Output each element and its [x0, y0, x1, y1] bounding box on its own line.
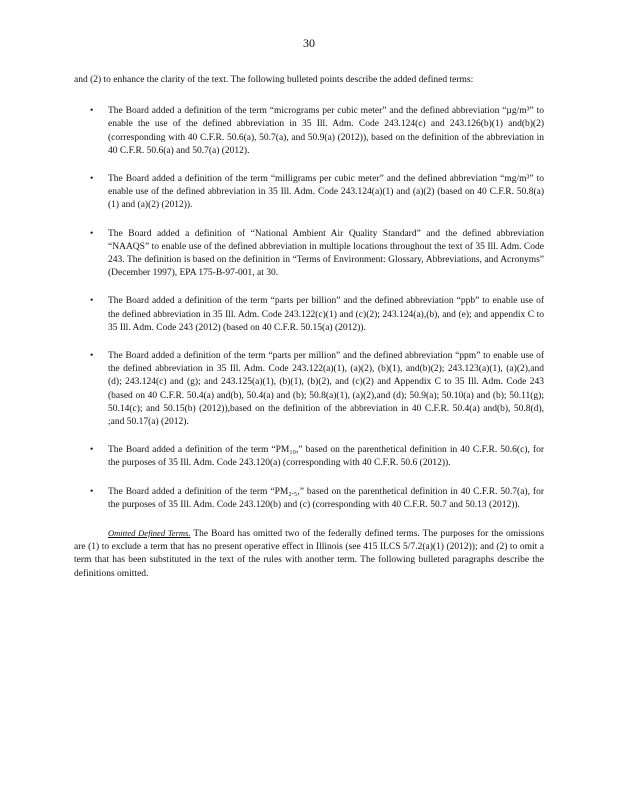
list-item: [74, 173, 544, 213]
list-item: [74, 444, 544, 470]
list-item: [74, 105, 544, 158]
omitted-terms-paragraph: [74, 527, 544, 581]
bullet-icon: •: [90, 486, 94, 497]
bullet-icon: •: [90, 228, 94, 239]
bullet-icon: •: [90, 296, 94, 307]
omitted-terms-heading: Omitted Defined Terms.: [108, 528, 191, 539]
document-body: [74, 74, 544, 581]
bullet-text: The Board added a definition of the term “PM₂.₅,” based on the parenthetical definition in 40 C.F.R. 50.7(a), for the purposes of 35 Ill. Adm. Code 243.120(b) and (c) (corresponding with 40 C.F.R. 50.7 and 50.13 (2012)).: [108, 486, 544, 510]
added-terms-list: [74, 105, 544, 512]
bullet-text: The Board added a definition of the term “parts per billion” and the defined abbreviation “ppb” to enable use of the defined abbreviation in 35 Ill. Adm. Code 243.122(c)(1) and (c)(2); 243.124(a),(b), and (e); and appendix C to 35 Ill. Adm. Code 243 (2012) (based on 40 C.F.R. 50.15(a) (2012)).: [108, 296, 544, 333]
page-number: 30: [303, 36, 315, 50]
bullet-text: The Board added a definition of the term “parts per million” and the defined abbreviation “ppm” to enable use of the defined abbreviation in 35 Ill. Adm. Code 243.122(a)(1), (a)(2), (b)(1), and(b)(2); 243.123(a)(1), (a)(2),and (d); 243.124(c) and (g); and 243.125(a)(1), (b)(1), (b)(2), and (c)(2) and Appendix C to 35 Ill. Adm. Code 243 (based on 40 C.F.R. 50.4(a) and(b), 50.4(a) and (b); 50.8(a)(1), (a)(2),and (d); 50.9(a); 50.10(a) and (b); 50.11(g); 50.14(c); and 50.15(b) (2012)),based on the definition of the abbreviation in 40 C.F.R. 50.4(a) and(b), 50.8(d), ;and 50.17(a) (2012).: [108, 351, 544, 428]
intro-paragraph: and (2) to enhance the clarity of the text. The following bulleted points describe the added defined terms:: [74, 75, 474, 85]
bullet-text: The Board added a definition of the term “milligrams per cubic meter” and the defined abbreviation “mg/m³” to enable use of the defined abbreviation in 35 Ill. Adm. Code 243.124(a)(1) and (a)(2) (based on 40 C.F.R. 50.8(a)(1) and (a)(2) (2012)).: [108, 174, 544, 211]
list-item: [74, 295, 544, 335]
list-item: [74, 486, 544, 512]
bullet-icon: •: [90, 445, 94, 456]
bullet-text: The Board added a definition of the term “PM₁₀,” based on the parenthetical definition in 40 C.F.R. 50.6(c), for the purposes of 35 Ill. Adm. Code 243.120(a) (corresponding with 40 C.F.R. 50.6 (2012)).: [108, 445, 544, 469]
omitted-terms-text: The Board has omitted two of the federally defined terms. The purposes for the omissions are (1) to exclude a term that has no present operative effect in Illinois (see 415 ILCS 5/7.2(a)(1) (2012)); and (2) to omit a term that has been substituted in the text of the rules with another term. The following bulleted paragraphs describe the definitions omitted.: [74, 529, 545, 579]
bullet-icon: •: [90, 351, 94, 362]
bullet-icon: •: [90, 174, 94, 185]
list-item: [74, 228, 544, 281]
bullet-text: The Board added a definition of the term “micrograms per cubic meter” and the defined abbreviation “µg/m³” to enable the use of the defined abbreviation in 35 Ill. Adm. Code 243.124(c) and 243.126(b)(1) and(b)(2) (corresponding with 40 C.F.R. 50.6(a), 50.7(a), and 50.9(a) (2012)), based on the definition of the abbreviation in 40 C.F.R. 50.6(a) and 50.7(a) (2012).: [108, 106, 544, 156]
list-item: [74, 350, 544, 429]
bullet-icon: •: [90, 106, 94, 117]
bullet-text: The Board added a definition of “National Ambient Air Quality Standard” and the defined abbreviation “NAAQS” to enable use of the defined abbreviation in multiple locations throughout the text of 35 Ill. Adm. Code 243. The definition is based on the definition in “Terms of Environment: Glossary, Abbreviations, and Acronyms” (December 1997), EPA 175-B-97-001, at 30.: [108, 228, 544, 279]
